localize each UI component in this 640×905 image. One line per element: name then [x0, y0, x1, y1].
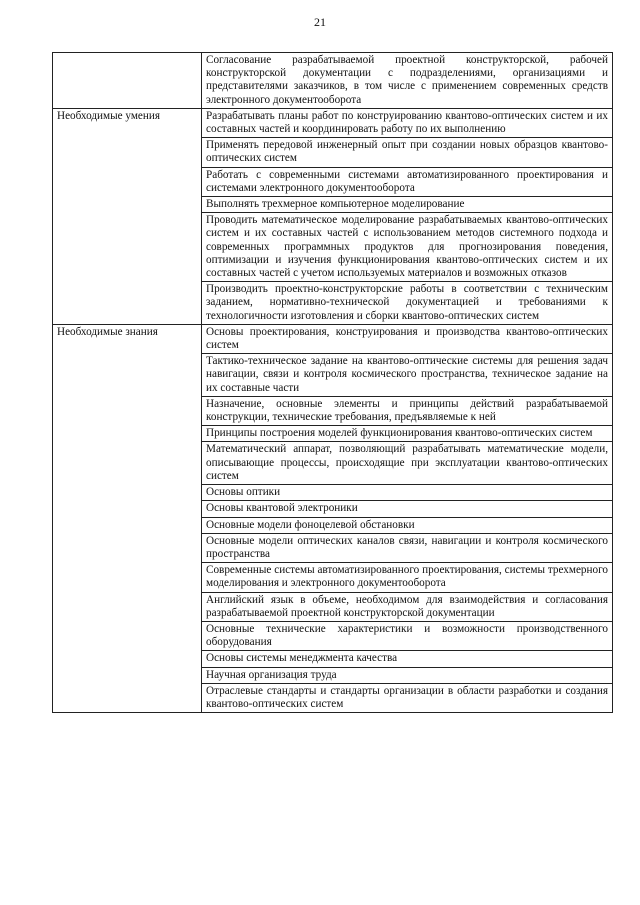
requirement-text: Основы системы менеджмента качества	[202, 651, 613, 667]
requirement-text: Согласование разрабатываемой проектной конструкторской, рабочей конструкторской документации с подразделениями, организациями и представителями заказчиков, в том числе с применением современных средств электронного документооборота	[202, 53, 613, 109]
requirement-text: Проводить математическое моделирование разрабатываемых квантово-оптических систем и их составных частей с использованием методов системного подхода и современных программных продуктов для прогнозирования поведения, оптимизации и изучения функционирования квантово-оптических систем и их составных частей с учетом используемых материалов и возможных отказов	[202, 213, 613, 282]
table-row	[53, 108, 613, 137]
table-row	[53, 324, 613, 353]
requirement-text: Математический аппарат, позволяющий разрабатывать математические модели, описывающие процессы, происходящие при эксплуатации квантово-оптических систем	[202, 442, 613, 485]
requirement-text: Разрабатывать планы работ по конструированию квантово-оптических систем и их составных частей и координировать работу по их выполнению	[202, 108, 613, 137]
page-number: 21	[314, 15, 326, 29]
requirement-text: Современные системы автоматизированного проектирования, системы трехмерного моделирования и электронного документооборота	[202, 563, 613, 592]
requirement-text: Работать с современными системами автоматизированного проектирования и системами электронного документооборота	[202, 167, 613, 196]
requirement-text: Назначение, основные элементы и принципы действий разрабатываемой конструкции, технические требования, предъявляемые к ней	[202, 396, 613, 425]
requirement-text: Основные модели оптических каналов связи, навигации и контроля космического пространства	[202, 533, 613, 562]
requirement-text: Основные технические характеристики и возможности производственного оборудования	[202, 621, 613, 650]
requirement-text: Основы оптики	[202, 485, 613, 501]
requirement-text: Научная организация труда	[202, 667, 613, 683]
section-label: Необходимые умения	[53, 108, 202, 324]
section-label: Необходимые знания	[53, 324, 202, 712]
requirement-text: Тактико-техническое задание на квантово-оптические системы для решения задач навигации, связи и контроля космического пространства, техническое задание на их составные части	[202, 354, 613, 397]
requirement-text: Выполнять трехмерное компьютерное моделирование	[202, 197, 613, 213]
requirement-text: Основные модели фоноцелевой обстановки	[202, 517, 613, 533]
requirement-text: Принципы построения моделей функционирования квантово-оптических систем	[202, 426, 613, 442]
requirement-text: Основы квантовой электроники	[202, 501, 613, 517]
requirement-text: Производить проектно-конструкторские работы в соответствии с техническим заданием, нормативно-технической документацией и требованиями к технологичности изготовления и сборки квантово-оптических систем	[202, 282, 613, 325]
requirement-text: Применять передовой инженерный опыт при создании новых образцов квантово-оптических систем	[202, 138, 613, 167]
table-row	[53, 53, 613, 109]
requirement-text: Английский язык в объеме, необходимом для взаимодействия и согласования разрабатываемой проектной конструкторской документации	[202, 592, 613, 621]
requirement-text: Основы проектирования, конструирования и производства квантово-оптических систем	[202, 324, 613, 353]
section-label	[53, 53, 202, 109]
requirement-text: Отраслевые стандарты и стандарты организации в области разработки и создания квантово-оптических систем	[202, 683, 613, 712]
table-body	[53, 53, 613, 713]
requirements-table	[52, 52, 613, 713]
